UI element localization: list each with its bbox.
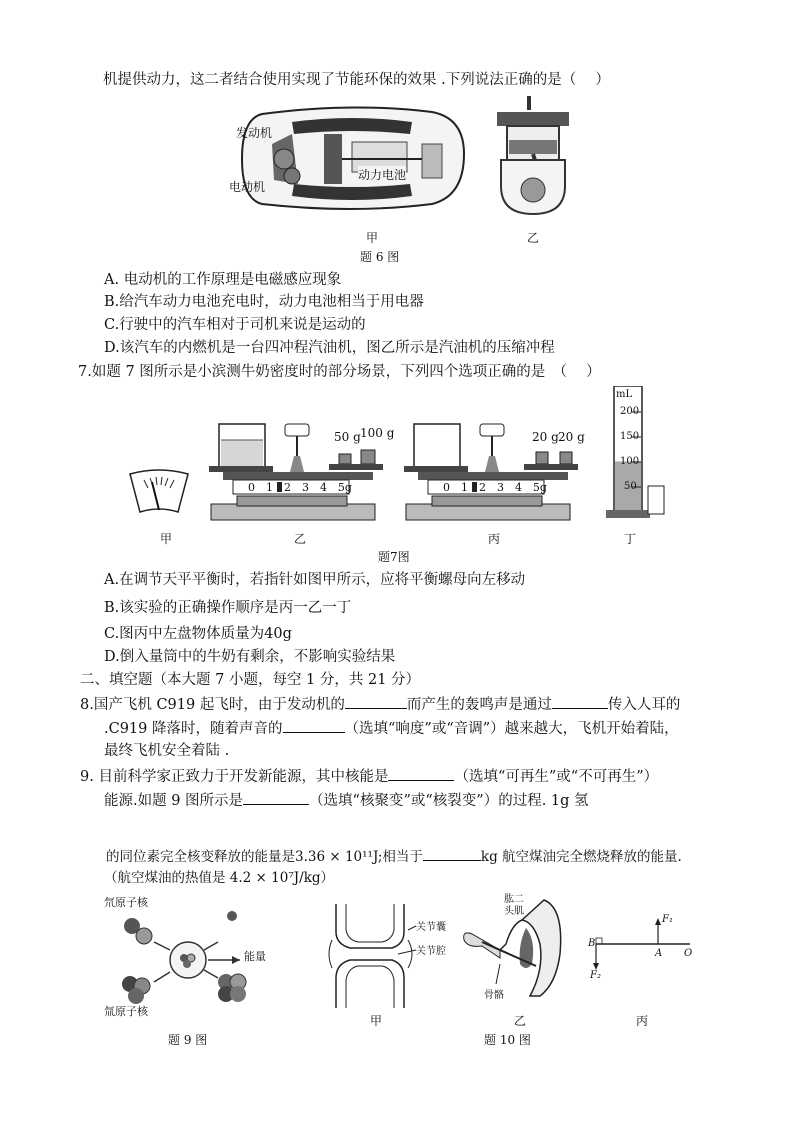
q7-scale-c-tick: 0 <box>443 481 450 494</box>
q7-scale-b <box>248 481 352 494</box>
q7-cylinder-unit: mL <box>616 389 633 400</box>
q7-scale-b-tick: 0 <box>248 481 255 494</box>
q7-scale-c-tick: 2 <box>478 481 486 494</box>
section-title: 二、填空题（本大题 7 小题，每空 1 分，共 21 分） <box>80 672 421 688</box>
q6-sub-jia: 甲 <box>366 231 379 245</box>
q7-scale-c <box>443 481 547 494</box>
q9-line4 <box>104 868 334 888</box>
q7-scale-c-tick: 1 <box>460 481 468 494</box>
q6-car-figure <box>232 104 470 218</box>
q10-label-biceps: 肱二头肌 <box>504 894 524 917</box>
q7-label-jia: 甲 <box>160 532 173 546</box>
q9-math-heat: 4.2 × 10⁷J/kg <box>229 870 321 886</box>
q9-line2 <box>104 790 589 811</box>
q8-blank-3[interactable] <box>283 718 345 733</box>
q7-weight-b1: 50 g <box>334 430 361 444</box>
q6-label-battery: 动力电池 <box>358 168 407 182</box>
q9-caption: 题 9 图 <box>168 1033 208 1047</box>
q8-blank-1[interactable] <box>345 694 407 709</box>
q6-label-motor: 电动机 <box>229 180 266 194</box>
q9-blank-1[interactable] <box>388 766 454 781</box>
q9-text: （选填“可再生”或“不可再生”） <box>454 769 659 785</box>
q9-text: ） <box>320 870 335 886</box>
q10-label-a: A <box>655 948 663 959</box>
q7-weight-b2: 100 g <box>360 426 395 440</box>
q6-option-c: C.行驶中的汽车相对于司机来说是运动的 <box>104 317 366 333</box>
q6-stem-tail: 机提供动力，这二者结合使用实现了节能环保的效果 .下列说法正确的是（ ） <box>103 72 610 88</box>
q10-label-b: B <box>588 938 596 949</box>
q7-scale-b-tick: 2 <box>283 481 291 494</box>
q7-cylinder-tick: 150 <box>620 431 640 442</box>
q9-math-energy: 3.36 × 10¹¹J <box>295 849 378 865</box>
q8-line3: 最终飞机安全着陆 . <box>104 743 230 759</box>
q9-text: 的同位素完全核变释放的能量是 <box>106 849 295 865</box>
q7-option-c: C.图丙中左盘物体质量为40g <box>104 626 292 642</box>
q9-line1 <box>80 766 658 787</box>
q10-sub-jia: 甲 <box>370 1014 383 1028</box>
q7-scale-b-tick: 5g <box>337 481 352 494</box>
q9-label-bottom: 氚原子核 <box>104 1005 148 1018</box>
q7-option-b: B.该实验的正确操作顺序是丙一乙一丁 <box>104 600 352 616</box>
q8-text: 8.国产飞机 C919 起飞时，由于发动机的 <box>80 697 345 713</box>
q7-scale-c-tick: 5g <box>532 481 547 494</box>
q9-line3 <box>106 846 682 867</box>
q6-caption: 题 6 图 <box>360 250 400 264</box>
q10-joint-figure <box>322 904 422 1014</box>
q7-scale-c-tick: 4 <box>514 481 522 494</box>
q9-text: ;相当于 <box>377 849 423 865</box>
q7-stem: 7.如题 7 图所示是小滨测牛奶密度时的部分场景，下列四个选项正确的是 （ ） <box>78 364 601 380</box>
q7-scale-b-tick: 1 <box>265 481 273 494</box>
q9-label-top: 氘原子核 <box>104 896 148 909</box>
q6-label-engine: 发动机 <box>236 126 273 140</box>
q10-label-o: O <box>684 948 693 959</box>
q7-cylinder-tick: 100 <box>620 456 640 467</box>
q9-text: （选填“核聚变”或“核裂变”）的过程. 1g 氢 <box>309 793 589 809</box>
q9-label-energy: 能量 <box>244 950 266 963</box>
q8-text: .C919 降落时，随着声音的 <box>104 721 283 737</box>
q7-cylinder-tick: 200 <box>620 406 640 417</box>
q7-label-yi: 乙 <box>294 532 307 546</box>
q7-dial-figure <box>126 466 192 522</box>
q9-text: 9. 目前科学家正致力于开发新能源，其中核能是 <box>80 769 389 785</box>
q9-text: 能源.如题 9 图所示是 <box>104 793 244 809</box>
q8-line1 <box>80 694 680 715</box>
q7-option-a: A.在调节天平平衡时，若指针如图甲所示，应将平衡螺母向左移动 <box>104 572 526 588</box>
q8-text: 传入人耳的 <box>607 697 681 713</box>
q9-blank-3[interactable] <box>423 846 481 861</box>
q6-engine-figure <box>493 94 573 222</box>
q6-option-b: B.给汽车动力电池充电时，动力电池相当于用电器 <box>104 294 424 310</box>
q7-scale-b-tick: 4 <box>319 481 327 494</box>
q10-lever-figure <box>586 912 696 986</box>
q7-label-ding: 丁 <box>624 532 637 546</box>
q7-label-bing: 丙 <box>488 532 501 546</box>
q10-label-capsule: 关节囊 <box>416 922 446 933</box>
q7-weight-c1: 20 g <box>532 430 559 444</box>
q10-label-bone: 骨骼 <box>484 990 504 1001</box>
q10-sub-yi: 乙 <box>514 1014 527 1028</box>
q7-caption: 题7图 <box>378 550 410 564</box>
q10-sub-bing: 丙 <box>636 1014 649 1028</box>
q8-text: 而产生的轰鸣声是通过 <box>406 697 552 713</box>
q9-blank-2[interactable] <box>243 790 309 805</box>
q7-cylinder-tick: 50 <box>624 481 637 492</box>
q7-scale-b-tick: 3 <box>301 481 309 494</box>
q8-text: （选填“响度”或“音调”）越来越大，飞机开始着陆， <box>344 721 679 737</box>
q10-label-f1: F₁ <box>662 914 673 925</box>
q8-blank-2[interactable] <box>552 694 608 709</box>
q10-label-f2: F₂ <box>590 970 601 981</box>
q7-scale-c-tick: 3 <box>496 481 504 494</box>
q7-weight-c2: 20 g <box>558 430 585 444</box>
q6-option-a: A. 电动机的工作原理是电磁感应现象 <box>104 272 342 288</box>
q10-label-cavity: 关节腔 <box>416 946 446 957</box>
q6-sub-yi: 乙 <box>527 231 540 245</box>
q9-text: kg 航空煤油完全燃烧释放的能量. <box>480 849 682 865</box>
q6-option-d: D.该汽车的内燃机是一台四冲程汽油机，图乙所示是汽油机的压缩冲程 <box>104 340 555 356</box>
q10-caption: 题 10 图 <box>484 1033 531 1047</box>
q8-line2 <box>104 718 679 739</box>
q7-option-d: D.倒入量筒中的牛奶有剩余，不影响实验结果 <box>104 649 396 665</box>
q9-text: （航空煤油的热值是 <box>104 870 230 886</box>
